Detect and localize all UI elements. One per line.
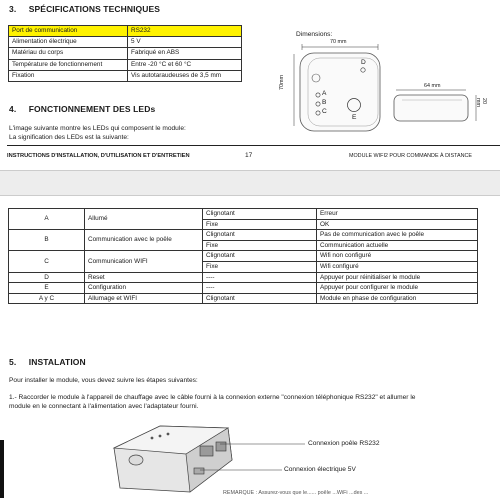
width-label: 70 mm (330, 39, 347, 45)
spec-label: Fixation (9, 70, 128, 81)
section-4-heading (9, 104, 155, 114)
led-state: Clignotant (203, 230, 317, 241)
led-state: Clignotant (203, 209, 317, 220)
label-connexion-poele: Connexion poêle RS232 (308, 440, 380, 447)
side-height-label: 20 mm (475, 98, 487, 107)
led-meaning: OK (317, 219, 478, 230)
led-state: Fixe (203, 219, 317, 230)
led-meaning: Pas de communication avec le poêle (317, 230, 478, 241)
section-4-text-2: La signification des LEDs est la suivante: (9, 134, 129, 141)
section-number: 3. (9, 4, 17, 14)
footer-left: INSTRUCTIONS D'INSTALLATION, D'UTILISATION ET D'ENTRETIEN (7, 153, 190, 159)
led-id: C (9, 251, 85, 272)
led-meaning: Wifi non configuré (317, 251, 478, 262)
spec-table (8, 25, 242, 82)
section-5-step1-line1: 1.- Raccorder le module à l'appareil de chauffage avec le câble fourni à la connexion externe "connexion téléphonique RS232" et allumer le (9, 394, 416, 401)
spec-row (9, 59, 242, 70)
left-edge-strip (0, 440, 4, 498)
bottom-remark: REMARQUE : Assurez-vous que le...... poêle ...WiFi ...des ... (223, 490, 369, 496)
spec-value: Vis autotaraudeuses de 3,5 mm (128, 70, 242, 81)
led-meaning: Appuyer pour configurer le module (317, 283, 478, 294)
led-meaning: Appuyer pour réinitialiser le module (317, 272, 478, 283)
section-5-heading (9, 357, 86, 367)
led-id: A y C (9, 293, 85, 304)
led-function: Allumé (85, 209, 203, 230)
page-separator (0, 170, 500, 196)
spec-label: Matériau du corps (9, 48, 128, 59)
led-state: ---- (203, 272, 317, 283)
spec-value: RS232 (128, 26, 242, 37)
spec-value: 5 V (128, 37, 242, 48)
spec-row (9, 48, 242, 59)
height-label: 70mm (279, 75, 285, 90)
led-table (8, 208, 478, 304)
spec-label: Température de fonctionnement (9, 59, 128, 70)
section-4-text-1: L'image suivante montre les LEDs qui composent le module: (9, 125, 186, 132)
led-id: D (9, 272, 85, 283)
led-row (9, 251, 478, 262)
led-row (9, 230, 478, 241)
led-id: A (9, 209, 85, 230)
spec-row (9, 37, 242, 48)
device-illustration (100, 418, 310, 498)
led-a-label: A (322, 90, 327, 97)
side-length-label: 64 mm (424, 83, 441, 89)
section-title: SPÉCIFICATIONS TECHNIQUES (28, 4, 161, 14)
led-function: Communication WIFI (85, 251, 203, 272)
letter-e-label: E (352, 114, 357, 121)
section-5-intro: Pour installer le module, vous devez suivre les étapes suivantes: (9, 377, 198, 384)
led-meaning: Module en phase de configuration (317, 293, 478, 304)
led-state: Clignotant (203, 251, 317, 262)
section-5-step1-line2: module en le connectant à l'alimentation avec l'adaptateur fourni. (9, 403, 199, 410)
led-row (9, 283, 478, 294)
led-meaning: Communication actuelle (317, 240, 478, 251)
led-meaning: Wifi configuré (317, 261, 478, 272)
section-number: 5. (9, 357, 17, 367)
led-id: B (9, 230, 85, 251)
led-id: E (9, 283, 85, 294)
led-function: Communication avec le poêle (85, 230, 203, 251)
led-state: Fixe (203, 240, 317, 251)
led-meaning: Erreur (317, 209, 478, 220)
section-title: FONCTIONNEMENT DES LEDs (28, 104, 156, 114)
spec-label: Port de communication (9, 26, 128, 37)
footer-page: 17 (245, 152, 253, 159)
section-3-heading (9, 4, 160, 14)
spec-value: Fabriqué en ABS (128, 48, 242, 59)
led-row (9, 293, 478, 304)
spec-value: Entre -20 °C et 60 °C (128, 59, 242, 70)
spec-row (9, 26, 242, 37)
device-front-drawing (278, 28, 500, 138)
led-state: Fixe (203, 261, 317, 272)
footer-rule (7, 145, 500, 146)
led-function: Reset (85, 272, 203, 283)
led-c-label: C (322, 108, 327, 115)
section-title: INSTALATION (28, 357, 86, 367)
label-connexion-elec: Connexion électrique 5V (284, 466, 356, 473)
spec-label: Alimentation électrique (9, 37, 128, 48)
led-row (9, 209, 478, 220)
led-function: Allumage et WIFI (85, 293, 203, 304)
led-state: Clignotant (203, 293, 317, 304)
letter-d-label: D (361, 59, 366, 66)
footer-right: MODULE WIFI2 POUR COMMANDE À DISTANCE (349, 153, 472, 159)
spec-row (9, 70, 242, 81)
section-number: 4. (9, 104, 17, 114)
led-function: Configuration (85, 283, 203, 294)
led-row (9, 272, 478, 283)
dimensions-title: Dimensions: (296, 31, 333, 38)
dimensions-figure (278, 28, 500, 138)
led-b-label: B (322, 99, 327, 106)
led-state: ---- (203, 283, 317, 294)
